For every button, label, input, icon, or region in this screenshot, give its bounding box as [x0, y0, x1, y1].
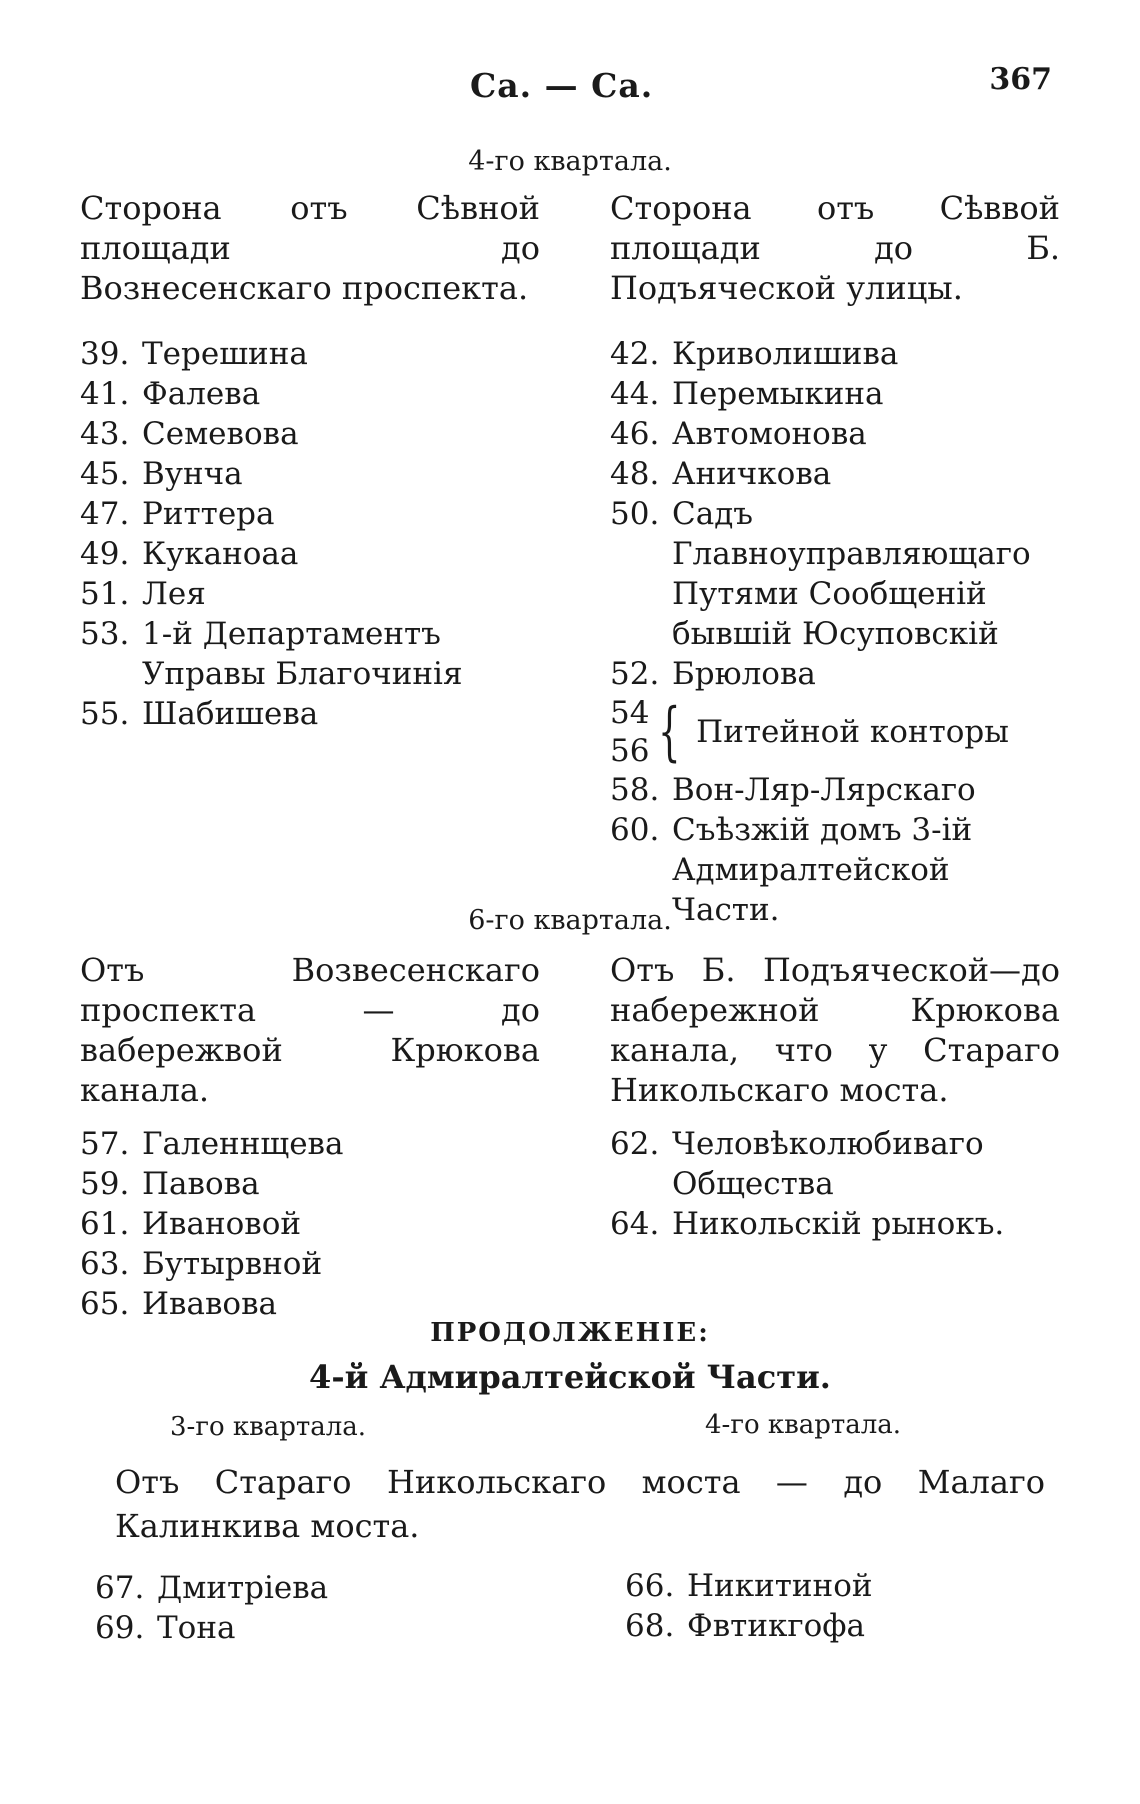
list-item — [80, 694, 540, 734]
list-item — [80, 494, 540, 534]
entry-number: 48. — [610, 456, 660, 492]
entry-name: Автомонова — [672, 416, 867, 452]
entry-name: Перемыкина — [672, 376, 884, 412]
entry-name: Фалева — [142, 376, 261, 412]
entry-number: 42. — [610, 336, 660, 372]
entry-number: 51. — [80, 576, 130, 612]
quarter-6-right-column — [610, 950, 1060, 1244]
section-heading: Отъ Возвесенскаго проспекта — до вабережвой Крюкова канала. — [80, 951, 540, 1109]
list-item — [80, 614, 540, 694]
entry-name: Дмитріева — [157, 1570, 329, 1606]
subheading-left: 3-го квартала. — [170, 1412, 367, 1442]
entry-name: Семевова — [142, 416, 299, 452]
entry-number: 49. — [80, 536, 130, 572]
entry-name: Галеннщева — [142, 1126, 344, 1162]
list-item — [80, 1204, 540, 1244]
entry-number-group — [610, 694, 649, 770]
list-item — [610, 454, 1060, 494]
section-heading: Отъ Б. Подъяческой—до набережной Крюкова канала, что у Стараго Никольскаго моста. — [610, 951, 1060, 1109]
entry-list — [625, 1566, 1045, 1646]
list-item — [80, 454, 540, 494]
entry-name: Никольскій рынокъ. — [672, 1206, 1005, 1242]
entry-number: 56 — [610, 733, 650, 769]
list-item — [610, 414, 1060, 454]
entry-name: Вунча — [142, 456, 243, 492]
quarter-4-right-column — [610, 188, 1060, 930]
entry-name: Аничкова — [672, 456, 832, 492]
entry-name: Брюлова — [672, 656, 816, 692]
entry-number: 62. — [610, 1126, 660, 1162]
entry-name: Никитиной — [687, 1568, 873, 1604]
entry-name: Павова — [142, 1166, 260, 1202]
entry-number: 61. — [80, 1206, 130, 1242]
entry-number: 64. — [610, 1206, 660, 1242]
entry-name: Лея — [142, 576, 206, 612]
entry-number: 41. — [80, 376, 130, 412]
continuation-left-column — [95, 1568, 515, 1648]
list-item — [95, 1568, 515, 1608]
entry-number: 47. — [80, 496, 130, 532]
entry-number: 65. — [80, 1286, 130, 1322]
entry-number: 39. — [80, 336, 130, 372]
entry-number: 57. — [80, 1126, 130, 1162]
entry-number: 50. — [610, 496, 660, 532]
entry-list — [80, 1124, 540, 1324]
list-item — [625, 1606, 1045, 1646]
entry-number: 52. — [610, 656, 660, 692]
entry-name: Куканоаа — [142, 536, 299, 572]
list-item — [80, 374, 540, 414]
list-item — [80, 414, 540, 454]
entry-name: Ивавова — [142, 1286, 278, 1322]
list-item — [95, 1608, 515, 1648]
entry-name: 1-й Департаментъ Управы Благочинія — [142, 616, 463, 692]
quarter-4-heading: 4-го квартала. — [468, 146, 672, 177]
list-item — [80, 1244, 540, 1284]
continuation-label: ПРОДОЛЖЕНІЕ: — [430, 1318, 710, 1348]
entry-name: Терешина — [142, 336, 308, 372]
entry-number: 45. — [80, 456, 130, 492]
entry-name: Тона — [157, 1610, 236, 1646]
list-item — [610, 1204, 1060, 1244]
entry-name: Риттера — [142, 496, 275, 532]
entry-name: Съѣзжій домъ 3-ій Адмиралтейской Части. — [672, 812, 973, 928]
continuation-title: 4-й Адмиралтейской Части. — [309, 1358, 831, 1396]
entry-list — [80, 334, 540, 734]
list-item — [625, 1566, 1045, 1606]
entry-name: Бутырвной — [142, 1246, 323, 1282]
entry-list — [610, 1124, 1060, 1244]
list-item — [80, 534, 540, 574]
entry-name: Человѣколюбиваго Общества — [672, 1126, 984, 1202]
list-item — [610, 694, 1060, 770]
quarter-6-left-column — [80, 950, 540, 1324]
list-item — [610, 770, 1060, 810]
entry-name: Шабишева — [142, 696, 319, 732]
entry-name: Криволишива — [672, 336, 899, 372]
entry-number: 55. — [80, 696, 130, 732]
entry-name: Вон-Ляр-Лярскаго — [672, 772, 976, 808]
quarter-4-left-column — [80, 188, 540, 734]
entry-number: 43. — [80, 416, 130, 452]
running-head: Са. — Са. — [470, 66, 654, 105]
entry-number: 67. — [95, 1570, 145, 1606]
entry-list — [95, 1568, 515, 1648]
entry-number: 69. — [95, 1610, 145, 1646]
quarter-6-heading: 6-го квартала. — [468, 905, 672, 936]
entry-number: 63. — [80, 1246, 130, 1282]
continuation-right-column — [625, 1566, 1045, 1646]
subheading-right: 4-го квартала. — [705, 1410, 902, 1440]
entry-number: 46. — [610, 416, 660, 452]
entry-number: 59. — [80, 1166, 130, 1202]
entry-number: 58. — [610, 772, 660, 808]
entry-name: Ивановой — [142, 1206, 302, 1242]
entry-list — [610, 334, 1060, 930]
entry-name: Питейной конторы — [696, 714, 1009, 750]
list-item — [610, 494, 1060, 654]
entry-name: Фвтикгофа — [687, 1608, 866, 1644]
list-item — [80, 1164, 540, 1204]
section-heading: Сторона отъ Сѣввой площади до Б. Подъяческой улицы. — [610, 189, 1060, 307]
entry-number: 54 — [610, 695, 650, 731]
list-item — [80, 1124, 540, 1164]
entry-number: 53. — [80, 616, 130, 652]
list-item — [610, 334, 1060, 374]
section-heading: Сторона отъ Сѣвной площади до Вознесенскаго проспекта. — [80, 189, 540, 307]
list-item — [610, 1124, 1060, 1204]
list-item — [610, 654, 1060, 694]
page-number: 367 — [989, 62, 1052, 97]
list-item — [80, 334, 540, 374]
entry-name: Садъ Главноуправляющаго Путями Сообщеній бывшій Юсуповскій — [672, 496, 1031, 652]
list-item — [80, 574, 540, 614]
curly-brace-icon: { — [658, 695, 682, 769]
entry-number: 66. — [625, 1568, 675, 1604]
entry-number: 60. — [610, 812, 660, 848]
continuation-heading: Отъ Стараго Никольскаго моста — до Малаго Калинкива моста. — [115, 1463, 1045, 1545]
entry-number: 68. — [625, 1608, 675, 1644]
list-item — [610, 374, 1060, 414]
entry-number: 44. — [610, 376, 660, 412]
